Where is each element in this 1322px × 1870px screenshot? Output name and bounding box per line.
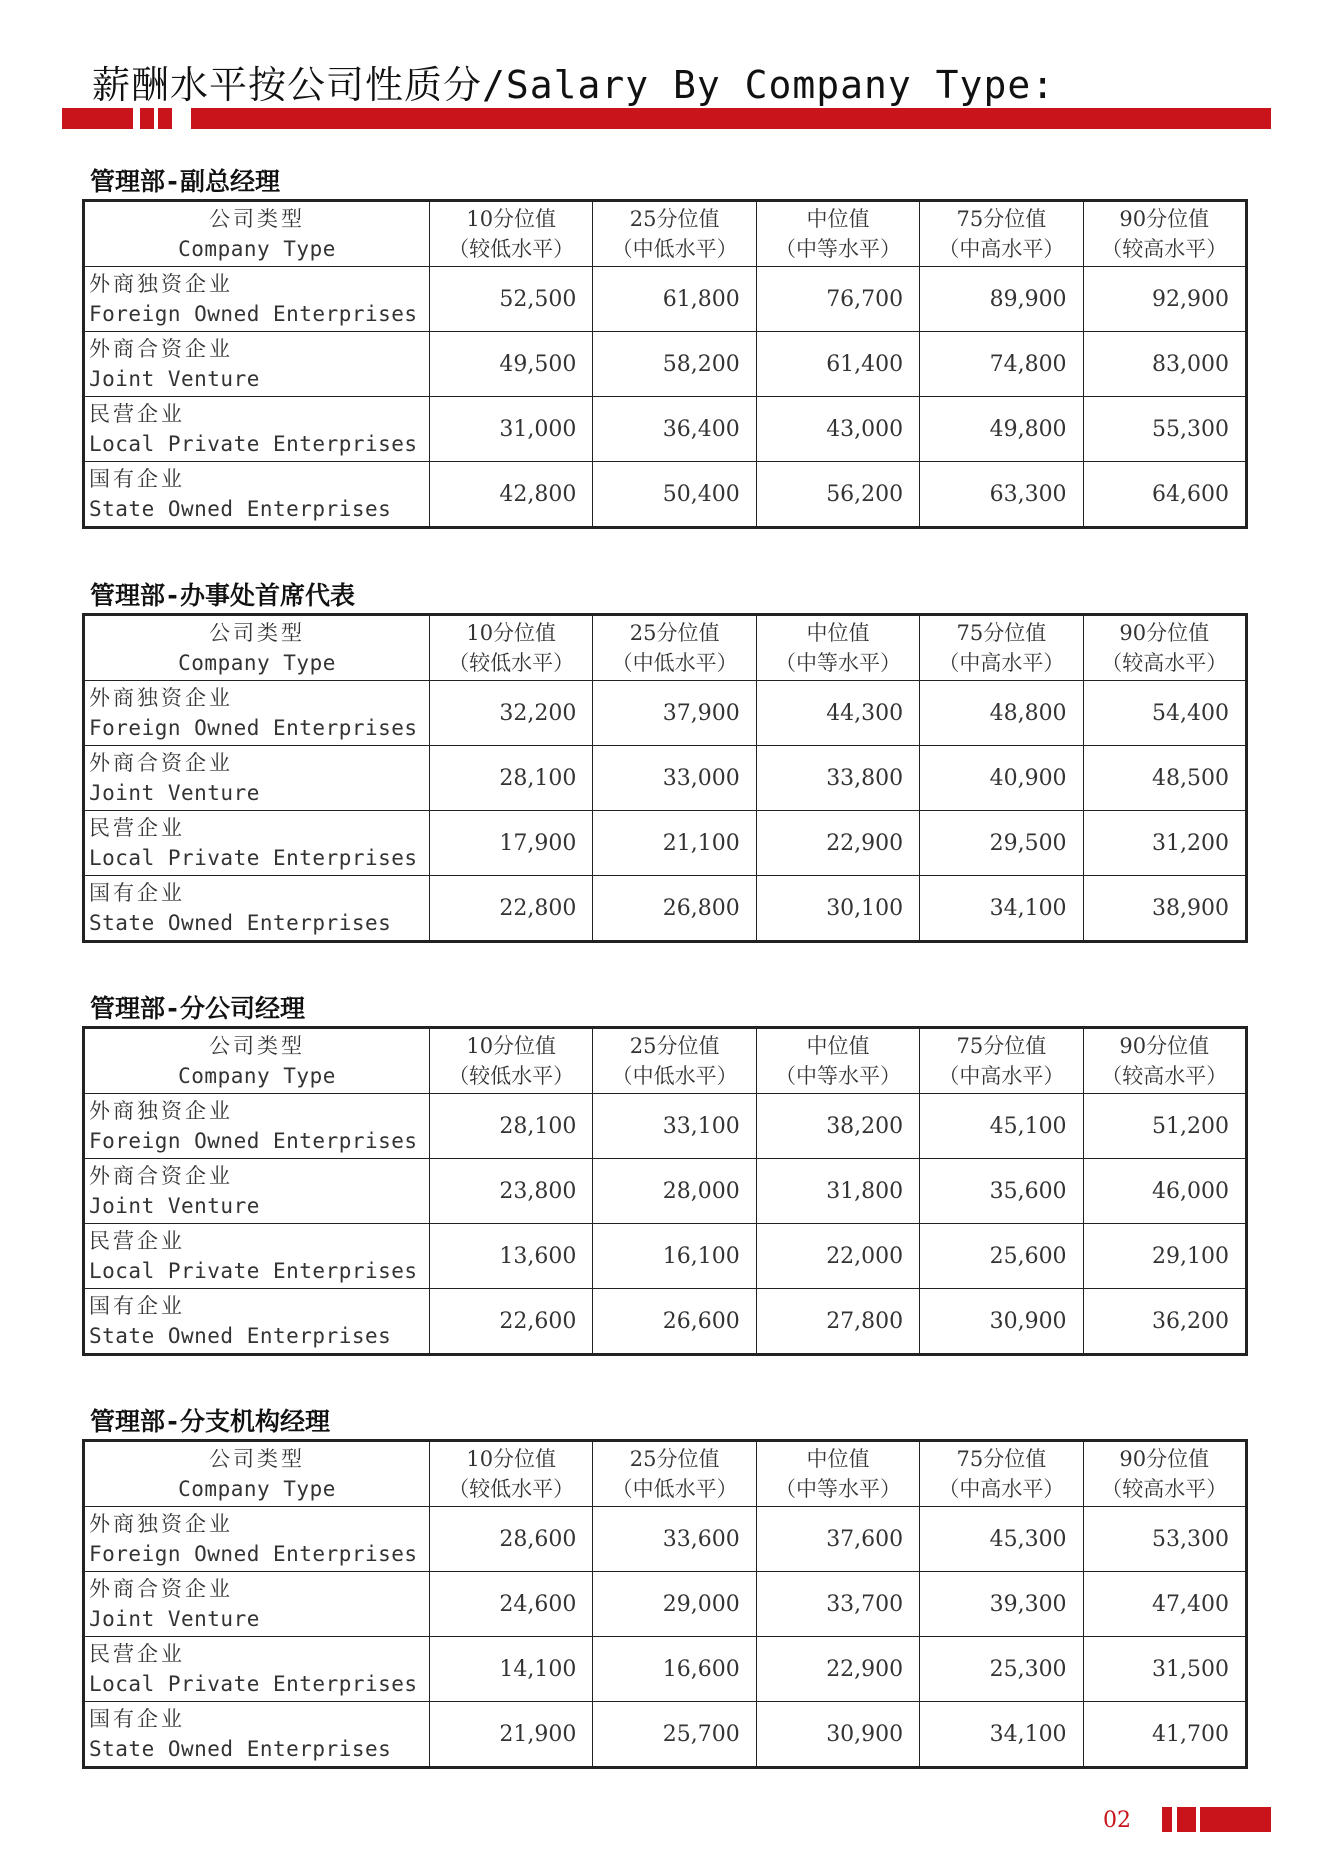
header-p90: 90分位值 （较高水平） <box>1083 1441 1246 1507</box>
value-p75: 34,100 <box>920 876 1083 942</box>
table-row <box>84 267 1247 332</box>
value-p25: 33,000 <box>593 746 756 811</box>
value-p90: 48,500 <box>1083 746 1246 811</box>
value-p90: 54,400 <box>1083 681 1246 746</box>
value-p25: 29,000 <box>593 1572 756 1637</box>
value-p90: 55,300 <box>1083 397 1246 462</box>
value-p25: 26,800 <box>593 876 756 942</box>
table-header-row <box>84 201 1247 267</box>
value-p90: 41,700 <box>1083 1702 1246 1768</box>
company-type-cell: 民营企业 Local Private Enterprises <box>84 811 430 876</box>
header-bar-main <box>191 108 1271 129</box>
table-row <box>84 746 1247 811</box>
value-p75: 89,900 <box>920 267 1083 332</box>
value-p10: 22,800 <box>430 876 593 942</box>
value-p25: 28,000 <box>593 1159 756 1224</box>
value-p10: 13,600 <box>430 1224 593 1289</box>
value-p90: 83,000 <box>1083 332 1246 397</box>
value-p25: 21,100 <box>593 811 756 876</box>
table-row <box>84 876 1247 942</box>
company-type-cell: 国有企业 State Owned Enterprises <box>84 462 430 528</box>
value-p90: 64,600 <box>1083 462 1246 528</box>
salary-table-chief-representative <box>82 613 1248 943</box>
header-median: 中位值 （中等水平） <box>756 615 919 681</box>
value-p75: 35,600 <box>920 1159 1083 1224</box>
value-median: 61,400 <box>756 332 919 397</box>
company-type-cell: 国有企业 State Owned Enterprises <box>84 1289 430 1355</box>
value-p75: 49,800 <box>920 397 1083 462</box>
value-median: 22,900 <box>756 1637 919 1702</box>
value-p75: 48,800 <box>920 681 1083 746</box>
header-company-type: 公司类型 Company Type <box>84 1441 430 1507</box>
value-p75: 63,300 <box>920 462 1083 528</box>
table-row <box>84 681 1247 746</box>
header-p90: 90分位值 （较高水平） <box>1083 1028 1246 1094</box>
header-p75: 75分位值 （中高水平） <box>920 201 1083 267</box>
value-p10: 28,100 <box>430 1094 593 1159</box>
header-p90: 90分位值 （较高水平） <box>1083 615 1246 681</box>
header-p10: 10分位值 （较低水平） <box>430 1028 593 1094</box>
header-p75: 75分位值 （中高水平） <box>920 1028 1083 1094</box>
value-p10: 21,900 <box>430 1702 593 1768</box>
value-p25: 16,600 <box>593 1637 756 1702</box>
page-number: 02 <box>1103 1808 1131 1833</box>
section-title-chief-representative: 管理部-办事处首席代表 <box>90 581 356 610</box>
header-p25: 25分位值 （中低水平） <box>593 615 756 681</box>
table-header-row <box>84 1441 1247 1507</box>
value-median: 56,200 <box>756 462 919 528</box>
value-p90: 47,400 <box>1083 1572 1246 1637</box>
value-p25: 61,800 <box>593 267 756 332</box>
table-header-row <box>84 1028 1247 1094</box>
value-median: 30,900 <box>756 1702 919 1768</box>
value-p90: 92,900 <box>1083 267 1246 332</box>
value-median: 22,000 <box>756 1224 919 1289</box>
value-p75: 25,300 <box>920 1637 1083 1702</box>
value-median: 33,700 <box>756 1572 919 1637</box>
value-p25: 50,400 <box>593 462 756 528</box>
company-type-cell: 民营企业 Local Private Enterprises <box>84 1224 430 1289</box>
value-median: 44,300 <box>756 681 919 746</box>
header-p25: 25分位值 （中低水平） <box>593 1028 756 1094</box>
table-row <box>84 1702 1247 1768</box>
header-p90: 90分位值 （较高水平） <box>1083 201 1246 267</box>
table-row <box>84 1289 1247 1355</box>
salary-table-branch-manager <box>82 1026 1248 1356</box>
section-title-branch-office-manager: 管理部-分支机构经理 <box>90 1407 331 1436</box>
company-type-cell: 外商合资企业 Joint Venture <box>84 1159 430 1224</box>
value-p10: 28,100 <box>430 746 593 811</box>
value-p90: 29,100 <box>1083 1224 1246 1289</box>
header-company-type: 公司类型 Company Type <box>84 201 430 267</box>
value-p90: 31,500 <box>1083 1637 1246 1702</box>
header-company-type: 公司类型 Company Type <box>84 1028 430 1094</box>
value-p75: 45,100 <box>920 1094 1083 1159</box>
value-p10: 28,600 <box>430 1507 593 1572</box>
value-p25: 33,600 <box>593 1507 756 1572</box>
value-median: 31,800 <box>756 1159 919 1224</box>
value-p90: 38,900 <box>1083 876 1246 942</box>
value-p25: 26,600 <box>593 1289 756 1355</box>
header-p10: 10分位值 （较低水平） <box>430 1441 593 1507</box>
value-median: 37,600 <box>756 1507 919 1572</box>
header-p75: 75分位值 （中高水平） <box>920 615 1083 681</box>
header-bar-block-1 <box>140 108 154 129</box>
value-median: 27,800 <box>756 1289 919 1355</box>
header-bar-left <box>62 108 133 129</box>
value-p90: 31,200 <box>1083 811 1246 876</box>
value-p10: 52,500 <box>430 267 593 332</box>
header-p75: 75分位值 （中高水平） <box>920 1441 1083 1507</box>
value-median: 33,800 <box>756 746 919 811</box>
value-median: 30,100 <box>756 876 919 942</box>
company-type-cell: 外商独资企业 Foreign Owned Enterprises <box>84 267 430 332</box>
value-median: 22,900 <box>756 811 919 876</box>
company-type-cell: 民营企业 Local Private Enterprises <box>84 397 430 462</box>
salary-table-deputy-general-manager <box>82 199 1248 529</box>
company-type-cell: 外商独资企业 Foreign Owned Enterprises <box>84 1507 430 1572</box>
table-row <box>84 1572 1247 1637</box>
value-p25: 16,100 <box>593 1224 756 1289</box>
value-p75: 45,300 <box>920 1507 1083 1572</box>
value-p90: 53,300 <box>1083 1507 1246 1572</box>
header-p25: 25分位值 （中低水平） <box>593 201 756 267</box>
table-row <box>84 397 1247 462</box>
company-type-cell: 民营企业 Local Private Enterprises <box>84 1637 430 1702</box>
salary-table-branch-office-manager <box>82 1439 1248 1769</box>
table-row <box>84 1094 1247 1159</box>
value-median: 43,000 <box>756 397 919 462</box>
value-p75: 25,600 <box>920 1224 1083 1289</box>
table-row <box>84 811 1247 876</box>
header-median: 中位值 （中等水平） <box>756 1028 919 1094</box>
table-row <box>84 462 1247 528</box>
value-p90: 51,200 <box>1083 1094 1246 1159</box>
company-type-cell: 国有企业 State Owned Enterprises <box>84 1702 430 1768</box>
table-row <box>84 1159 1247 1224</box>
value-p25: 37,900 <box>593 681 756 746</box>
value-p75: 74,800 <box>920 332 1083 397</box>
value-p75: 34,100 <box>920 1702 1083 1768</box>
header-bar-block-2 <box>158 108 172 129</box>
footer-bar-block-2 <box>1177 1807 1196 1832</box>
table-row <box>84 1224 1247 1289</box>
value-p10: 49,500 <box>430 332 593 397</box>
value-p10: 23,800 <box>430 1159 593 1224</box>
header-p10: 10分位值 （较低水平） <box>430 201 593 267</box>
value-p10: 14,100 <box>430 1637 593 1702</box>
table-row <box>84 1637 1247 1702</box>
value-p10: 24,600 <box>430 1572 593 1637</box>
header-company-type: 公司类型 Company Type <box>84 615 430 681</box>
value-p10: 17,900 <box>430 811 593 876</box>
value-p75: 30,900 <box>920 1289 1083 1355</box>
section-title-branch-manager: 管理部-分公司经理 <box>90 994 306 1023</box>
table-row <box>84 332 1247 397</box>
section-title-deputy-general-manager: 管理部-副总经理 <box>90 167 281 196</box>
company-type-cell: 国有企业 State Owned Enterprises <box>84 876 430 942</box>
footer-bar-block-1 <box>1162 1807 1172 1832</box>
value-p10: 42,800 <box>430 462 593 528</box>
company-type-cell: 外商合资企业 Joint Venture <box>84 332 430 397</box>
value-p90: 36,200 <box>1083 1289 1246 1355</box>
header-p10: 10分位值 （较低水平） <box>430 615 593 681</box>
header-p25: 25分位值 （中低水平） <box>593 1441 756 1507</box>
company-type-cell: 外商合资企业 Joint Venture <box>84 746 430 811</box>
table-header-row <box>84 615 1247 681</box>
value-p25: 33,100 <box>593 1094 756 1159</box>
value-median: 76,700 <box>756 267 919 332</box>
company-type-cell: 外商独资企业 Foreign Owned Enterprises <box>84 1094 430 1159</box>
value-p75: 39,300 <box>920 1572 1083 1637</box>
value-p10: 31,000 <box>430 397 593 462</box>
company-type-cell: 外商合资企业 Joint Venture <box>84 1572 430 1637</box>
value-p10: 22,600 <box>430 1289 593 1355</box>
value-p25: 58,200 <box>593 332 756 397</box>
header-median: 中位值 （中等水平） <box>756 201 919 267</box>
header-median: 中位值 （中等水平） <box>756 1441 919 1507</box>
value-median: 38,200 <box>756 1094 919 1159</box>
footer-bar-main <box>1200 1807 1271 1832</box>
company-type-cell: 外商独资企业 Foreign Owned Enterprises <box>84 681 430 746</box>
page-title: 薪酬水平按公司性质分/Salary By Company Type: <box>92 63 1056 107</box>
value-p10: 32,200 <box>430 681 593 746</box>
table-row <box>84 1507 1247 1572</box>
value-p75: 40,900 <box>920 746 1083 811</box>
value-p25: 36,400 <box>593 397 756 462</box>
value-p75: 29,500 <box>920 811 1083 876</box>
value-p25: 25,700 <box>593 1702 756 1768</box>
value-p90: 46,000 <box>1083 1159 1246 1224</box>
